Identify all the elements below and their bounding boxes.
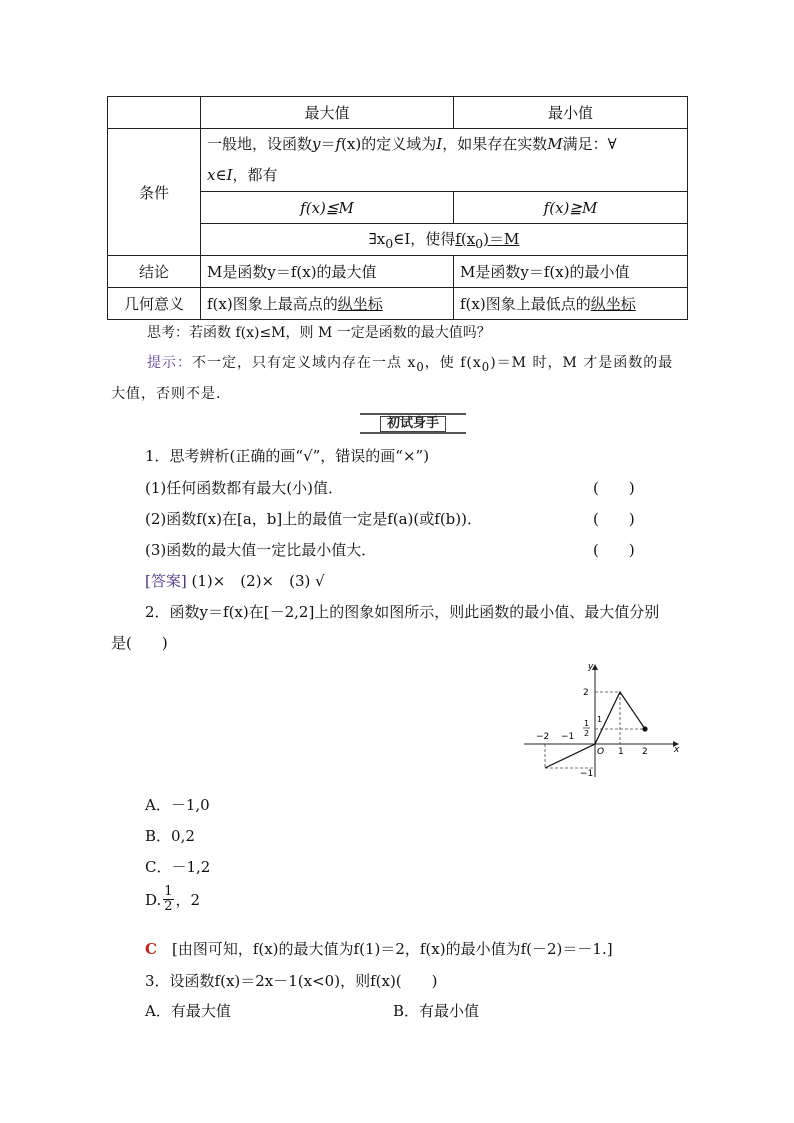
ytick-half-den: 2 (584, 729, 590, 738)
q1-paren-1: ( ) (593, 479, 635, 497)
q3-stem: 3．设函数f(x)＝2x－1(x<0)，则f(x)( ) (145, 972, 438, 990)
header-max: 最大值 (201, 97, 454, 129)
q1-paren-3: ( ) (593, 541, 635, 559)
condition-label: 条件 (108, 129, 201, 256)
exists-condition: $\exists x_0\in I$，使得$f(x_0)=M$ (201, 224, 688, 256)
endpoint-dot (642, 726, 647, 731)
header-blank (108, 97, 201, 129)
condition-row-1 (108, 129, 688, 192)
q1-stem: 1．思考辨析(正确的画“√”，错误的画“×”) (145, 447, 430, 465)
condition-text: 一般地，设函数y＝f(x)的定义域为I，如果存在实数M满足：∀ x∈I，都有 (201, 129, 688, 192)
conclusion-max: M是函数y＝f(x)的最大值 (201, 256, 454, 288)
q2-option-a: A．－1,0 (145, 796, 210, 814)
q1-item-1: (1)任何函数都有最大(小)值． (145, 479, 343, 497)
origin-label: O (597, 747, 605, 757)
tick-neg2: −2 (536, 732, 550, 742)
axis-x-label: x (674, 745, 680, 755)
extrema-table (107, 96, 688, 320)
q3-option-b: B．有最小值 (393, 1002, 480, 1020)
hint-line-1: 提示：不一定，只有定义域内存在一点 $x_0$，使 $f(x_0)=M$ 时，M 才是函数的最 (147, 355, 674, 374)
q1-item-3: (3)函数的最大值一定比最小值大． (145, 541, 377, 559)
geometry-label: 几何意义 (108, 288, 201, 320)
geometry-max: f(x)图象上最高点的纵坐标 (201, 288, 454, 320)
q2-option-c: C．－1,2 (145, 858, 211, 876)
min-condition: f(x)≧M (454, 192, 688, 224)
q2-stem-2: 是( ) (111, 634, 168, 652)
q2-option-b: B．0,2 (145, 827, 195, 845)
q1-item-2: (2)函数f(x)在[a，b]上的最值一定是f(a)(或f(b))． (145, 510, 482, 528)
q1-answer: [答案] (1)× (2)× (3) √ (145, 572, 325, 590)
conclusion-label: 结论 (108, 256, 201, 288)
conclusion-row (108, 256, 688, 288)
ytick-1: 1 (597, 715, 603, 724)
q2-answer: C [由图可知，f(x)的最大值为f(1)＝2，f(x)的最小值为f(－2)＝－1.] (145, 940, 613, 958)
tick-neg1: −1 (561, 732, 575, 742)
q2-stem-1: 2．函数y＝f(x)在[－2,2]上的图象如图所示，则此函数的最小值、最大值分别 (145, 603, 660, 621)
header-min: 最小值 (454, 97, 688, 129)
geometry-min: f(x)图象上最低点的纵坐标 (454, 288, 688, 320)
table-header-row (108, 97, 688, 129)
q2-option-d: D. 1 2 ，2 (145, 884, 201, 914)
function-graph (520, 660, 690, 780)
section-banner: 初试身手 (360, 413, 466, 434)
q3-option-a: A．有最大值 (145, 1002, 231, 1020)
hint-line-2: 大值，否则不是. (111, 386, 222, 402)
q1-paren-2: ( ) (593, 510, 635, 528)
ytick-2: 2 (583, 688, 589, 698)
conclusion-min: M是函数y＝f(x)的最小值 (454, 256, 688, 288)
ytick-half-num: 1 (584, 719, 590, 728)
tick-2: 2 (642, 747, 648, 757)
think-question: 思考：若函数 f(x)≤M，则 M 一定是函数的最大值吗？ (147, 325, 491, 341)
tick-1: 1 (618, 747, 624, 757)
ytick-neg1: −1 (580, 769, 594, 779)
axis-y-label: y (588, 662, 594, 672)
max-condition: f(x)≦M (201, 192, 454, 224)
geometry-row (108, 288, 688, 320)
